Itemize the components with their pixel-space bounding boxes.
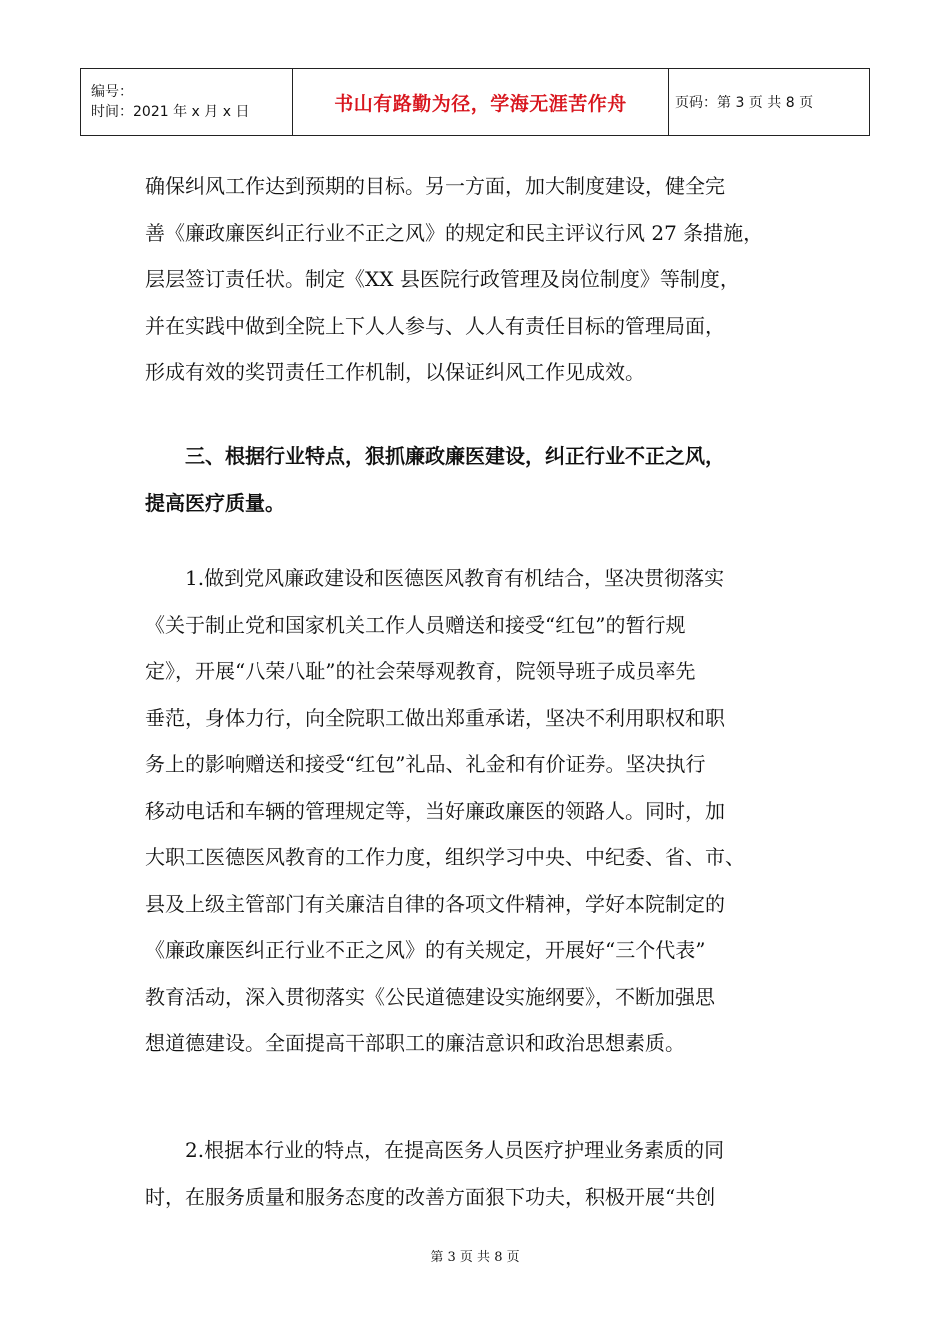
text-line: 定》，开展“八荣八耻”的社会荣辱观教育，院领导班子成员率先 [145,659,696,683]
text-line: 1.做到党风廉政建设和医德医风教育有机结合，坚决贯彻落实 [145,566,725,590]
text-line: 层层签订责任状。制定《XX 县医院行政管理及岗位制度》等制度， [145,267,740,291]
number-label: 编号： [91,84,133,100]
text-line: 时，在服务质量和服务态度的改善方面狠下功夫，积极开展“共创 [145,1184,716,1209]
text-line: 务上的影响赠送和接受“红包”礼品、礼金和有价证券。坚决执行 [145,752,706,776]
text-line: 并在实践中做到全院上下人人参与、人人有责任目标的管理局面， [145,313,725,338]
text-line: 教育活动，深入贯彻落实《公民道德建设实施纲要》，不断加强思 [145,984,715,1009]
item-1-paragraph [145,555,825,1067]
text-line: 《关于制止党和国家机关工作人员赠送和接受“红包”的暂行规 [145,612,686,637]
header-meta [81,69,293,136]
text-line: 2.根据本行业的特点，在提高医务人员医疗护理业务素质的同 [145,1138,725,1162]
text-line: 大职工医德医风教育的工作力度，组织学习中央、中纪委、省、市、 [145,845,745,869]
heading-line: 三、根据行业特点，狠抓廉政廉医建设，纠正行业不正之风， [145,444,725,468]
header-page-label: 页码：第 3 页 共 8 页 [669,69,870,136]
text-line: 想道德建设。全面提高干部职工的廉洁意识和政治思想素质。 [145,1031,685,1055]
header-motto: 书山有路勤为径，学海无涯苦作舟 [293,69,669,136]
text-line: 移动电话和车辆的管理规定等，当好廉政廉医的领路人。同时，加 [145,798,725,823]
heading-line: 提高医疗质量。 [145,490,285,515]
text-line: 确保纠风工作达到预期的目标。另一方面，加大制度建设，健全完 [145,174,725,198]
document-header [80,68,870,136]
text-line: 善《廉政廉医纠正行业不正之风》的规定和民主评议行风 27 条措施， [145,220,764,245]
time-label: 时间：2021 年 x 月 x 日 [91,104,250,120]
page-footer: 第 3 页 共 8 页 [430,1250,520,1265]
text-line: 《廉政廉医纠正行业不正之风》的有关规定，开展好“三个代表” [145,938,706,962]
item-2-paragraph [145,1127,825,1220]
section-heading-3 [145,433,825,526]
text-line: 县及上级主管部门有关廉洁自律的各项文件精神，学好本院制定的 [145,891,725,916]
paragraph-1 [145,163,825,396]
text-line: 垂范，身体力行，向全院职工做出郑重承诺，坚决不利用职权和职 [145,705,725,730]
text-line: 形成有效的奖罚责任工作机制，以保证纠风工作见成效。 [145,360,645,384]
